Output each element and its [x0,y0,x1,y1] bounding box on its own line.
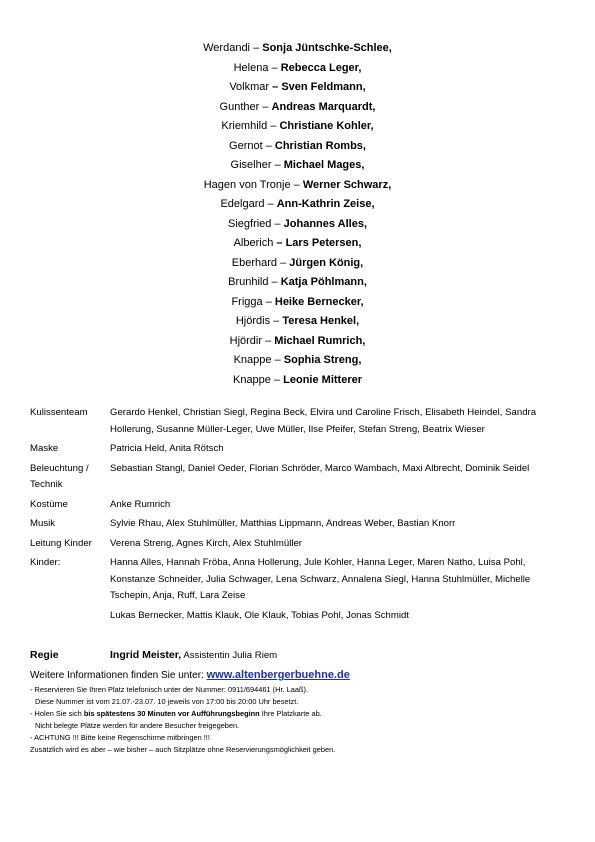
role-name: Giselher [230,159,272,171]
actor-name: Johannes Alles, [283,217,367,230]
cast-list [0,39,595,390]
role-name: Hjördis [235,315,271,327]
cast-row [0,234,595,254]
separator: – [267,120,280,132]
actor-name: Rebecca Leger, [280,61,362,74]
crew-members: Hanna Alles, Hannah Fröba, Anna Hollerung, Jule Kohler, Hanna Leger, Maren Natho, Luisa Pohl, Konstanze Schneider, Julia Schwager, Lena Schwarz, Annalena Siegl, Hanna Stuhlmüller, Michelle Tschepin, Anja, Ruff, Lara Zeise [110,557,531,601]
role-name: Knappe [233,354,272,366]
crew-row-leitung-kinder [30,536,570,553]
note-pickup-start: - Holen Sie sich [30,709,84,718]
regie-row [30,648,570,663]
note-pickup-end: Ihre Platzkarte ab. [259,709,322,718]
website-link[interactable]: www.altenbergerbuehne.de [206,669,350,681]
cast-row [0,78,595,98]
separator: – [270,373,284,386]
separator: – [264,198,277,210]
actor-name: Werner Schwarz, [302,178,392,191]
actor-name: – Sven Feldmann, [272,81,366,93]
actor-name: Jürgen König, [289,256,364,269]
crew-list [30,405,570,624]
regie-label: Regie [30,649,59,661]
cast-row [0,137,595,157]
crew-row-kostueme [30,497,570,514]
cast-row [0,39,595,59]
separator: – [271,354,284,366]
separator: – [290,178,303,191]
note-pickup-deadline: bis spätestens 30 Minuten vor Aufführungsbeginn [83,709,260,718]
actor-name: Teresa Henkel, [282,315,360,327]
role-name: Brunhild [228,276,269,288]
role-name: Knappe [232,373,271,386]
cast-row [0,293,595,313]
director-name: Ingrid Meister, [110,649,182,661]
cast-row [0,156,595,176]
actor-name: Andreas Marquardt, [271,100,376,113]
separator: – [277,256,290,269]
cast-row [0,215,595,235]
role-name: Hagen von Tronje [203,178,291,191]
cast-row [0,254,595,274]
crew-label: Kostüme [30,498,68,510]
crew-kinder-extra: Lukas Bernecker, Mattis Klauk, Ole Klauk, Tobias Pohl, Jonas Schmidt [110,609,409,621]
role-name: Kriemhild [221,120,268,132]
role-name: Gernot [229,139,263,152]
cast-row [0,312,595,332]
crew-members: Sylvie Rhau, Alex Stuhlmüller, Matthias Lippmann, Andreas Weber, Bastian Knorr [110,518,456,529]
note-warning: - ACHTUNG !!! Bitte keine Regenschirme mitbringen !!! [30,733,210,742]
crew-row-kulissenteam [30,405,570,438]
role-name: Eberhard [231,256,278,269]
crew-members: Gerardo Henkel, Christian Siegl, Regina Beck, Elvira und Caroline Frisch, Elisabeth Heindel, Sandra Hollerung, Susanne Müller-Leger, Uwe Müller, Ilse Pfeifer, Stefan Streng, Beatrix Wieser [110,407,537,435]
actor-name: Sonja Jüntschke-Schlee, [262,42,392,54]
actor-name: Sophia Streng, [283,354,362,366]
cast-row [0,351,595,371]
crew-label: Kulissenteam [30,407,88,418]
crew-members: Sebastian Stangl, Daniel Oeder, Florian Schröder, Marco Wambach, Maxi Albrecht, Dominik Seidel [110,462,530,474]
crew-label: Kinder: [30,557,61,568]
separator: – [259,100,272,113]
separator: – [262,139,275,152]
info-line [30,668,575,683]
note-pickup [30,708,575,720]
actor-name: Katja Pöhlmann, [280,276,367,288]
role-name: Frigga [231,295,263,308]
assistant-name: Assistentin Julia Riem [181,650,278,661]
separator: – [268,276,281,288]
cast-row [0,59,595,79]
separator: – [271,159,284,171]
separator: – [271,217,284,230]
cast-row [0,117,595,137]
notes-block [30,684,575,756]
crew-label: Musik [30,518,56,529]
role-name: Volkmar [229,81,270,93]
crew-label: Maske [30,443,59,454]
separator: – [262,334,275,347]
note-extra-seats: Zusätzlich wird es aber – wie bisher – auch Sitzplätze ohne Reservierungsmöglichkeit geben. [30,745,336,754]
separator: – [270,315,283,327]
note-reservation: - Reservieren Sie Ihren Platz telefonisch unter der Nummer: 0911/694461 (Hr. Laaß). [30,685,308,694]
actor-name: Leonie Mitterer [283,373,363,386]
crew-label: Leitung Kinder [30,537,92,549]
actor-name: Heike Bernecker, [274,295,364,308]
cast-row [0,98,595,118]
separator: – [250,42,263,54]
crew-row-musik [30,516,570,533]
info-text: Weitere Informationen finden Sie unter: [30,670,207,681]
separator: – [262,295,275,308]
crew-members: Anke Rumrich [110,498,171,510]
crew-row-maske [30,441,570,458]
regie-value [110,648,277,663]
cast-row [0,195,595,215]
note-release: Nicht belegte Plätze werden für andere Besucher freigegeben. [35,721,240,730]
crew-label: Beleuchtung / Technik [30,462,89,490]
crew-row-kinder [30,555,570,605]
actor-name: Ann-Kathrin Zeise, [276,198,375,210]
role-name: Siegfried [228,217,272,230]
crew-members: Patricia Held, Anita Rötsch [110,443,224,454]
role-name: Hjördir [229,334,263,347]
actor-name: Christian Rombs, [274,139,366,152]
role-name: Werdandi [203,42,251,54]
crew-row-beleuchtung [30,461,570,494]
actor-name: Michael Rumrich, [274,334,366,347]
role-name: Gunther [219,100,260,113]
note-phone-hours: Diese Nummer ist vom 21.07.-23.07. 10 jeweils von 17:00 bis 20:00 Uhr besetzt. [35,697,299,706]
actor-name: – Lars Petersen, [276,237,362,249]
separator: – [268,61,281,74]
cast-row [0,332,595,352]
role-name: Helena [233,61,269,74]
cast-row [0,176,595,196]
cast-row [0,273,595,293]
role-name: Alberich [233,237,274,249]
actor-name: Christiane Kohler, [279,120,374,132]
role-name: Edelgard [220,198,265,210]
cast-row [0,371,595,391]
crew-members: Verena Streng, Agnes Kirch, Alex Stuhlmüller [110,537,302,549]
actor-name: Michael Mages, [283,159,365,171]
